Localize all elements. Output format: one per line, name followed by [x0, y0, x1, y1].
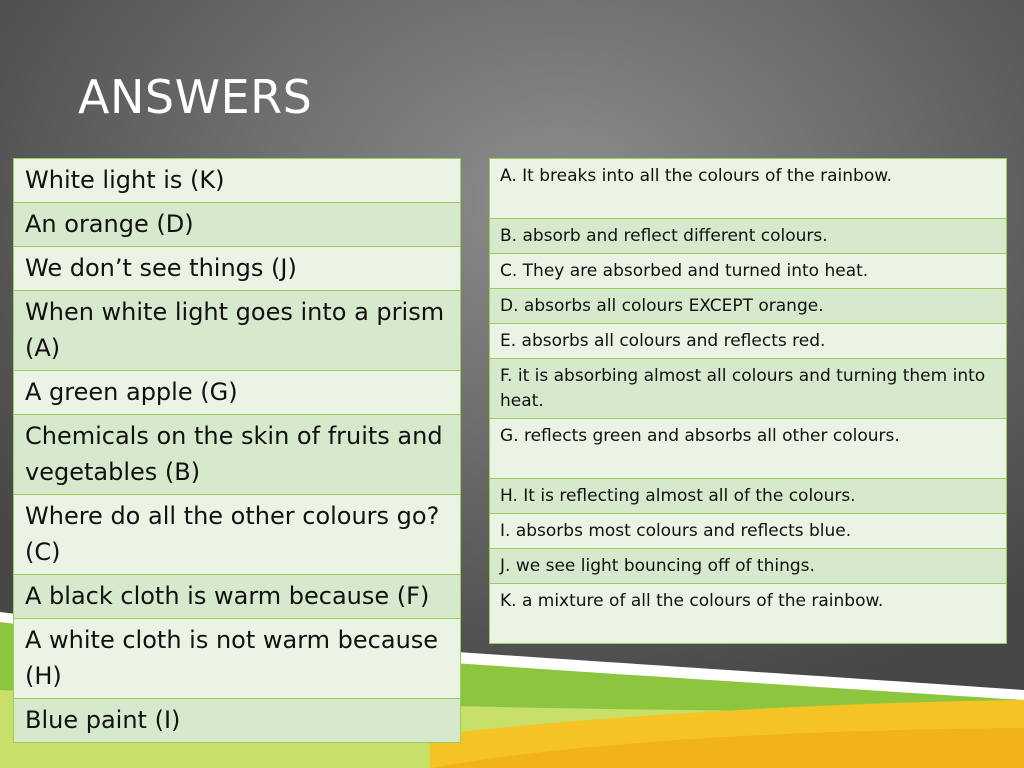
- answer-cell: D. absorbs all colours EXCEPT orange.: [490, 289, 1007, 324]
- answer-row: [490, 219, 1007, 254]
- question-row: [14, 495, 461, 575]
- question-cell: White light is (K): [14, 159, 461, 203]
- answer-row: [490, 479, 1007, 514]
- answer-cell: A. It breaks into all the colours of the rainbow.: [490, 159, 1007, 219]
- question-cell: Chemicals on the skin of fruits and vegetables (B): [14, 415, 461, 495]
- answer-cell: F. it is absorbing almost all colours and turning them into heat.: [490, 359, 1007, 419]
- question-cell: Where do all the other colours go? (C): [14, 495, 461, 575]
- answer-row: [490, 419, 1007, 479]
- questions-table: [13, 158, 461, 743]
- answer-cell: I. absorbs most colours and reflects blue.: [490, 514, 1007, 549]
- question-cell: When white light goes into a prism (A): [14, 291, 461, 371]
- answer-row: [490, 549, 1007, 584]
- question-row: [14, 619, 461, 699]
- answer-cell: K. a mixture of all the colours of the rainbow.: [490, 584, 1007, 644]
- question-cell: A green apple (G): [14, 371, 461, 415]
- slide-title: ANSWERS: [78, 70, 313, 124]
- question-row: [14, 699, 461, 743]
- answer-cell: H. It is reflecting almost all of the colours.: [490, 479, 1007, 514]
- answer-cell: E. absorbs all colours and reflects red.: [490, 324, 1007, 359]
- question-row: [14, 203, 461, 247]
- answer-cell: B. absorb and reflect different colours.: [490, 219, 1007, 254]
- question-cell: An orange (D): [14, 203, 461, 247]
- answer-row: [490, 514, 1007, 549]
- answer-cell: J. we see light bouncing off of things.: [490, 549, 1007, 584]
- question-row: [14, 575, 461, 619]
- question-row: [14, 415, 461, 495]
- question-row: [14, 159, 461, 203]
- question-row: [14, 291, 461, 371]
- question-cell: Blue paint (I): [14, 699, 461, 743]
- answer-row: [490, 324, 1007, 359]
- answers-table: [489, 158, 1007, 644]
- answer-row: [490, 159, 1007, 219]
- answer-cell: G. reflects green and absorbs all other colours.: [490, 419, 1007, 479]
- question-cell: We don’t see things (J): [14, 247, 461, 291]
- answer-row: [490, 254, 1007, 289]
- answer-row: [490, 289, 1007, 324]
- question-cell: A white cloth is not warm because (H): [14, 619, 461, 699]
- question-cell: A black cloth is warm because (F): [14, 575, 461, 619]
- answer-row: [490, 359, 1007, 419]
- answer-row: [490, 584, 1007, 644]
- question-row: [14, 371, 461, 415]
- answer-cell: C. They are absorbed and turned into heat.: [490, 254, 1007, 289]
- question-row: [14, 247, 461, 291]
